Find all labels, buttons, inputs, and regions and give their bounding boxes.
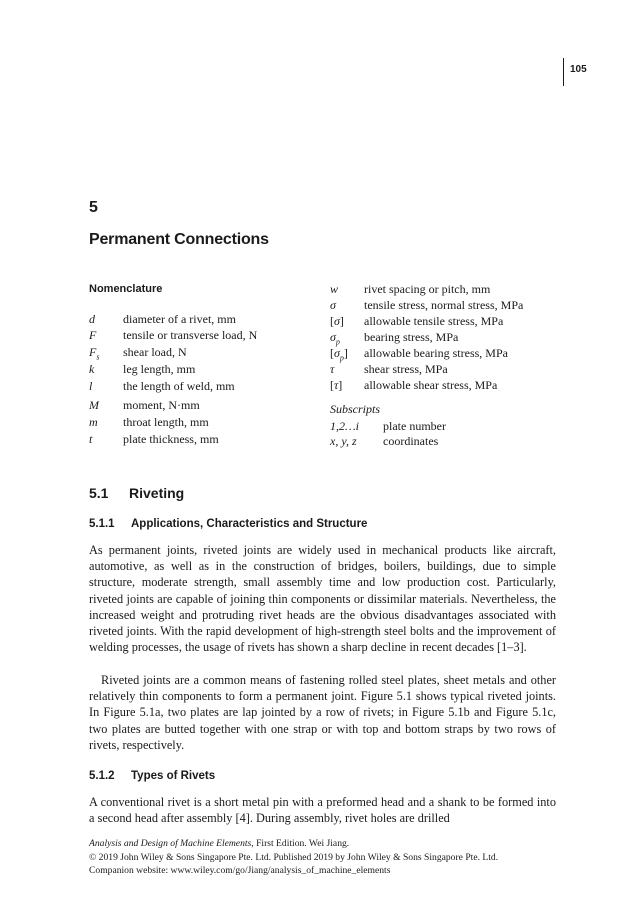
chapter-number: 5: [89, 199, 98, 216]
subscripts-heading: Subscripts: [330, 402, 381, 416]
nomenclature-description: plate thickness, mm: [123, 432, 219, 446]
section-title: Riveting: [129, 485, 185, 501]
body-paragraph: A conventional rivet is a short metal pin with a preformed head and a shank to be formed into a second head after assembly [4]. During assembly, rivet holes are drilled: [89, 795, 556, 826]
nomenclature-symbol: M: [89, 398, 99, 412]
nomenclature-description: allowable shear stress, MPa: [364, 378, 498, 392]
subsection-title: Applications, Characteristics and Structure: [131, 518, 368, 530]
nomenclature-description: shear stress, MPa: [364, 362, 448, 376]
nomenclature-symbol: τ: [330, 362, 335, 376]
nomenclature-symbol: w: [330, 282, 339, 296]
subscript-symbol: x, y, z: [330, 434, 357, 448]
footer-copyright: © 2019 John Wiley & Sons Singapore Pte. Ltd. Published 2019 by John Wiley & Sons Singapore Pte. Ltd.: [89, 851, 499, 863]
footer-companion-website: Companion website: www.wiley.com/go/Jiang/analysis_of_machine_elements: [89, 865, 391, 876]
subscript-description: coordinates: [383, 434, 439, 448]
page-footer: [89, 837, 498, 878]
subscript-description: plate number: [383, 419, 446, 433]
subsection-number: 5.1.2: [89, 770, 115, 782]
nomenclature-description: diameter of a rivet, mm: [123, 312, 236, 326]
subsection-heading-5-1-2: [89, 770, 215, 782]
edition-author: , First Edition. Wei Jiang.: [251, 838, 350, 849]
footer-citation: [89, 837, 498, 851]
nomenclature-description: allowable tensile stress, MPa: [364, 314, 504, 328]
nomenclature-symbol: t: [89, 432, 93, 446]
nomenclature-symbol: σ: [330, 298, 336, 312]
nomenclature-description: bearing stress, MPa: [364, 330, 459, 344]
chapter-title: Permanent Connections: [89, 231, 269, 248]
nomenclature-symbol: $\sigma_p$: [330, 330, 340, 347]
nomenclature-heading: Nomenclature: [89, 283, 163, 295]
page-number-rule: [563, 58, 564, 86]
nomenclature-description: rivet spacing or pitch, mm: [364, 282, 491, 296]
body-paragraph: As permanent joints, riveted joints are widely used in mechanical products like aircraft, automotive, as well as in the construction of bridges, boilers, buildings, due to simple structure, moderate strength, small assembly time and low production cost. Particularly, riveted joints are capable of joining thin components or dissimilar materials. Nevertheless, the increased weight and protruding rivet heads are the obvious disadvantages associated with riveted joints. With the rapid development of high-strength steel bolts and the improvement of welding processes, the usage of rivets has shown a sharp decline in recent decades [1–3].: [89, 543, 556, 655]
nomenclature-symbol: F: [89, 328, 97, 342]
nomenclature-symbol: $[\sigma_p]$: [330, 346, 348, 363]
nomenclature-symbol: k: [89, 362, 95, 376]
nomenclature-description: shear load, N: [123, 345, 187, 359]
nomenclature-description: moment, N·mm: [123, 398, 200, 412]
nomenclature-symbol: d: [89, 312, 95, 326]
section-heading-5-1: [89, 485, 184, 501]
nomenclature-symbol: [τ]: [330, 378, 343, 392]
nomenclature-description: allowable bearing stress, MPa: [364, 346, 508, 360]
nomenclature-description: tensile stress, normal stress, MPa: [364, 298, 524, 312]
nomenclature-description: leg length, mm: [123, 362, 196, 376]
section-number: 5.1: [89, 485, 109, 501]
subsection-title: Types of Rivets: [131, 770, 216, 782]
subsection-number: 5.1.1: [89, 518, 115, 530]
nomenclature-symbol: [σ]: [330, 314, 344, 328]
nomenclature-description: the length of weld, mm: [123, 379, 235, 393]
nomenclature-symbol: l: [89, 379, 93, 393]
subsection-heading-5-1-1: [89, 518, 367, 530]
subscript-symbol: 1,2…i: [330, 419, 360, 433]
nomenclature-symbol: m: [89, 415, 98, 429]
nomenclature-description: tensile or transverse load, N: [123, 328, 258, 342]
book-title: Analysis and Design of Machine Elements: [89, 838, 252, 849]
nomenclature-symbol: $F_s$: [89, 345, 100, 362]
page-number: 105: [570, 64, 587, 75]
nomenclature-description: throat length, mm: [123, 415, 209, 429]
body-paragraph: Riveted joints are a common means of fastening rolled steel plates, sheet metals and other relatively thin components to form a permanent joint. Figure 5.1 shows typical riveted joints. In Figure 5.1a, two plates are lap jointed by a row of rivets; in Figure 5.1b and Figure 5.1c, two plates are butted together with one strap or with top and bottom straps by two rows of rivets, respectively.: [89, 673, 556, 752]
